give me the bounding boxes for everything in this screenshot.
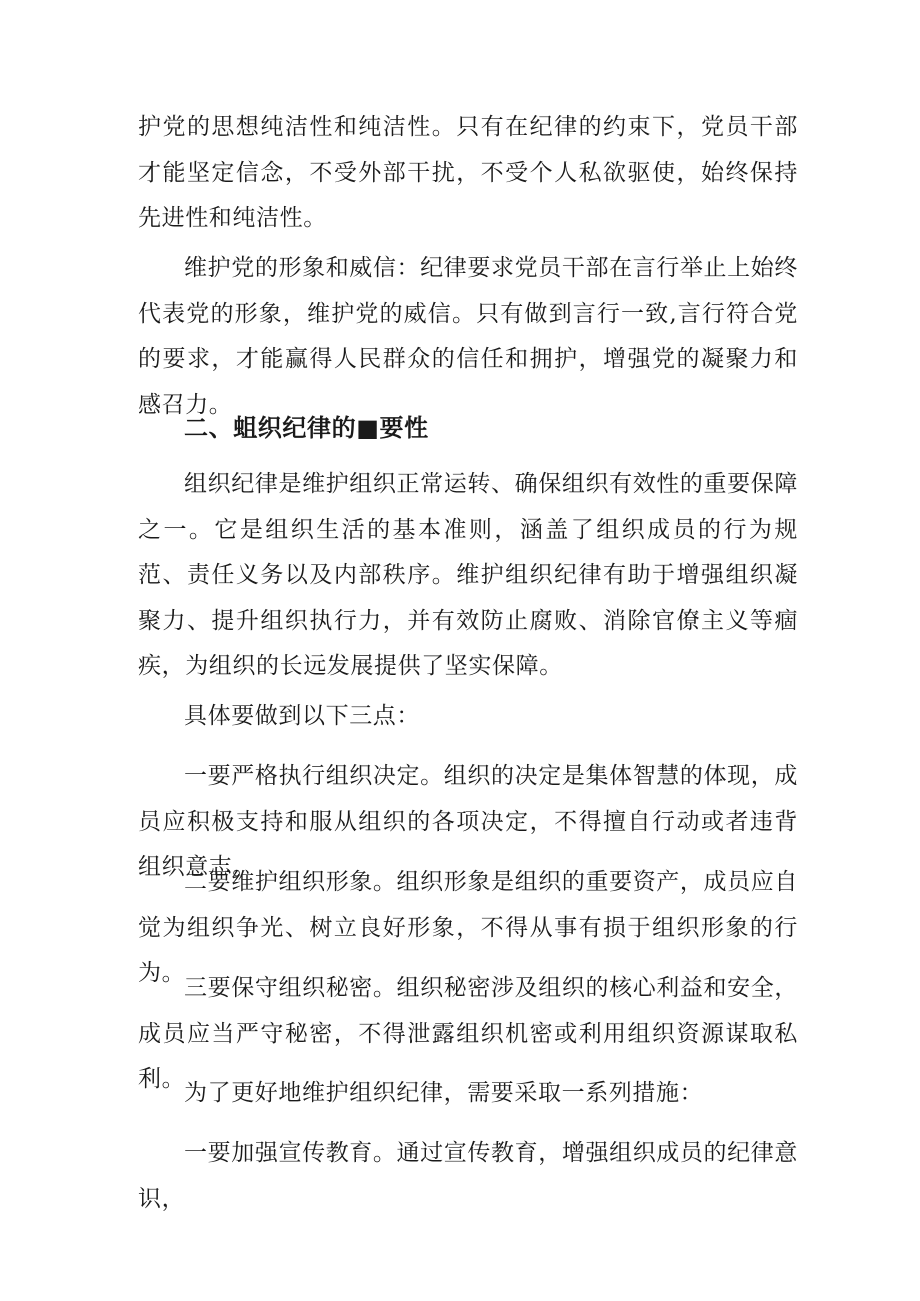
paragraph-party-image: 维护党的形象和威信：纪律要求党员干部在言行举止上始终代表党的形象，维护党的威信。只有做到言行一致,言行符合党的要求，才能赢得人民群众的信任和拥护，增强党的凝聚力和感召力。 bbox=[138, 255, 798, 418]
section-heading: 二、蛆织纪律的■要性 bbox=[184, 414, 429, 442]
paragraph-point-two: 二要维护组织形象。组织形象是组织的重要资产，成员应自觉为组织争光、树立良好形象，不得从事有损于组织形象的行为。 bbox=[138, 869, 798, 986]
paragraph-measure-one: 一要加强宣传教育。通过宣传教育，增强组织成员的纪律意识， bbox=[138, 1140, 798, 1212]
paragraph-point-one: 一要严格执行组织决定。组织的决定是集体智慧的体现，成员应积极支持和服从组织的各项决定，不得擅自行动或者违背组织意志。 bbox=[138, 763, 798, 880]
paragraph-three-points-intro: 具体要做到以下三点： bbox=[184, 703, 420, 729]
paragraph-continuation: 护党的思想纯洁性和纯洁性。只有在纪律的约束下，党员干部才能坚定信念，不受外部干扰，不受个人私欲驱使，始终保持先进性和纯洁性。 bbox=[138, 114, 798, 231]
paragraph-point-three: 三要保守组织秘密。组织秘密涉及组织的核心利益和安全，成员应当严守秘密，不得泄露组织机密或利用组织资源谋取私利。 bbox=[138, 975, 798, 1092]
paragraph-measures-intro: 为了更好地维护组织纪律，需要采取一系列措施： bbox=[184, 1080, 704, 1106]
paragraph-org-discipline: 组织纪律是维护组织正常运转、确保组织有效性的重要保障之一。它是组织生活的基本准则，涵盖了组织成员的行为规范、责任义务以及内部秩序。维护组织纪律有助于增强组织凝聚力、提升组织执行力，并有效防止腐败、消除官僚主义等痼疾，为组织的长远发展提供了坚实保障。 bbox=[138, 471, 798, 679]
